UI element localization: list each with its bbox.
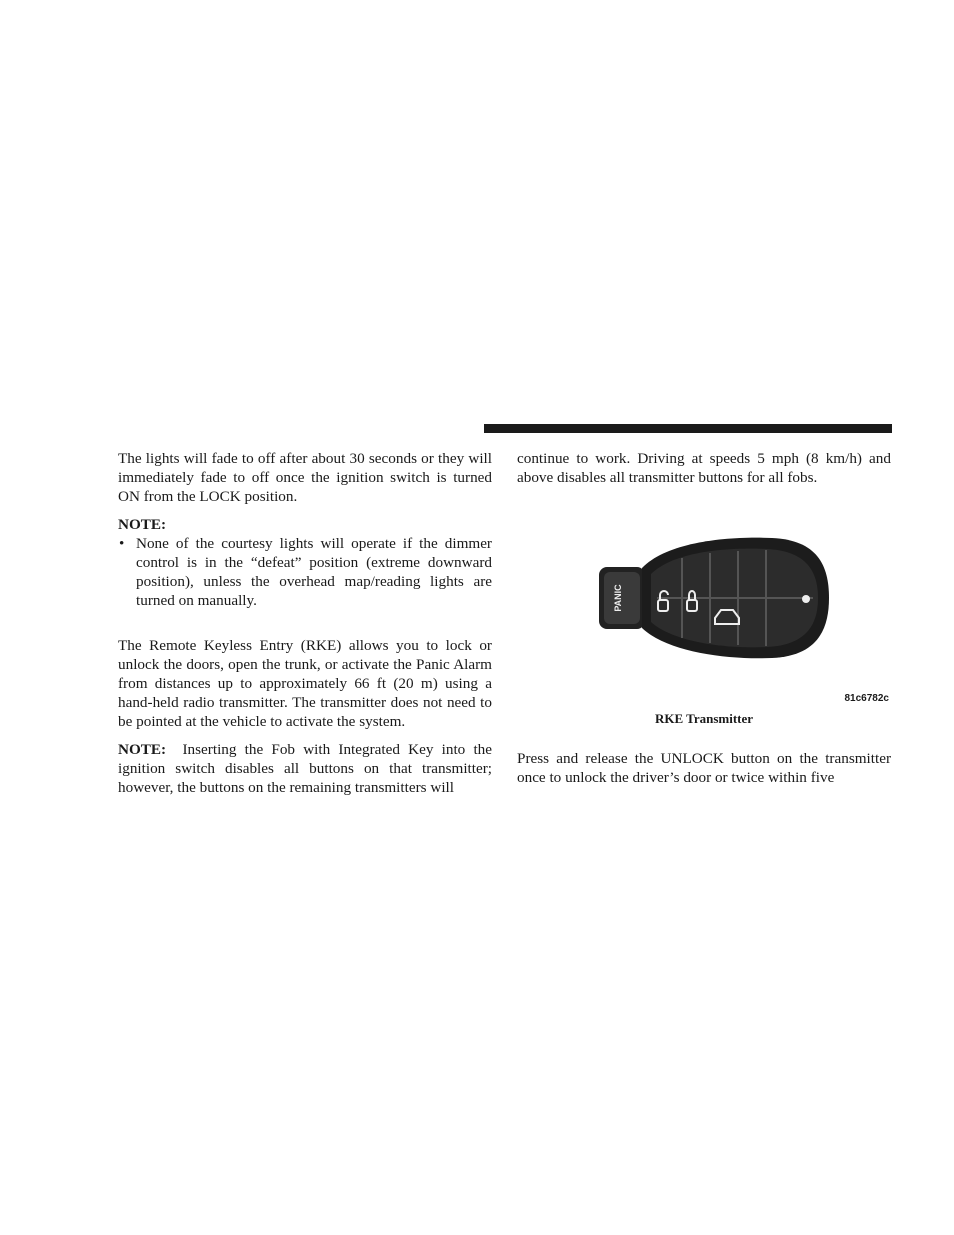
note-text: Inserting the Fob with Integrated Key into the ignition switch disables all buttons on that transmitter; however, the buttons on the remaining transmitters will (118, 741, 493, 796)
right-column (517, 449, 891, 487)
right-column-lower (517, 749, 891, 787)
unlock-paragraph: Press and release the UNLOCK button on the transmitter once to unlock the driver’s door or twice within five (517, 750, 891, 786)
image-code: 81c6782c (844, 693, 889, 704)
section-rule (484, 424, 892, 433)
bullet-text: None of the courtesy lights will operate if the dimmer control is in the “defeat” position (extreme downward position), unless the overhead map/reading lights are turned on manually. (136, 535, 492, 609)
fob-note-paragraph (118, 740, 492, 797)
key-fob-illustration (517, 520, 891, 710)
panic-button-label: PANIC (613, 584, 623, 612)
driving-speed-paragraph: continue to work. Driving at speeds 5 mph (8 km/h) and above disables all transmitter buttons for all fobs. (517, 450, 891, 486)
note-bullet-list (118, 534, 492, 610)
bullet-glyph: • (119, 535, 125, 552)
left-column (118, 449, 492, 797)
note-heading: NOTE: (118, 516, 167, 533)
rke-intro-paragraph: The Remote Keyless Entry (RKE) allows you to lock or unlock the doors, open the trunk, or activate the Panic Alarm from distances up to approximately 66 ft (20 m) using a hand-held radio transmitter. The transmitter does not need to be pointed at the vehicle to activate the system. (118, 637, 492, 730)
figure-caption: RKE Transmitter (654, 711, 754, 726)
note-label: NOTE: (118, 741, 167, 758)
rke-transmitter-figure (517, 520, 891, 710)
list-item (118, 534, 492, 610)
lights-fade-paragraph: The lights will fade to off after about 30 seconds or they will immediately fade to off once the ignition switch is turned ON from the LOCK position. (118, 450, 492, 505)
led-indicator (802, 595, 810, 603)
